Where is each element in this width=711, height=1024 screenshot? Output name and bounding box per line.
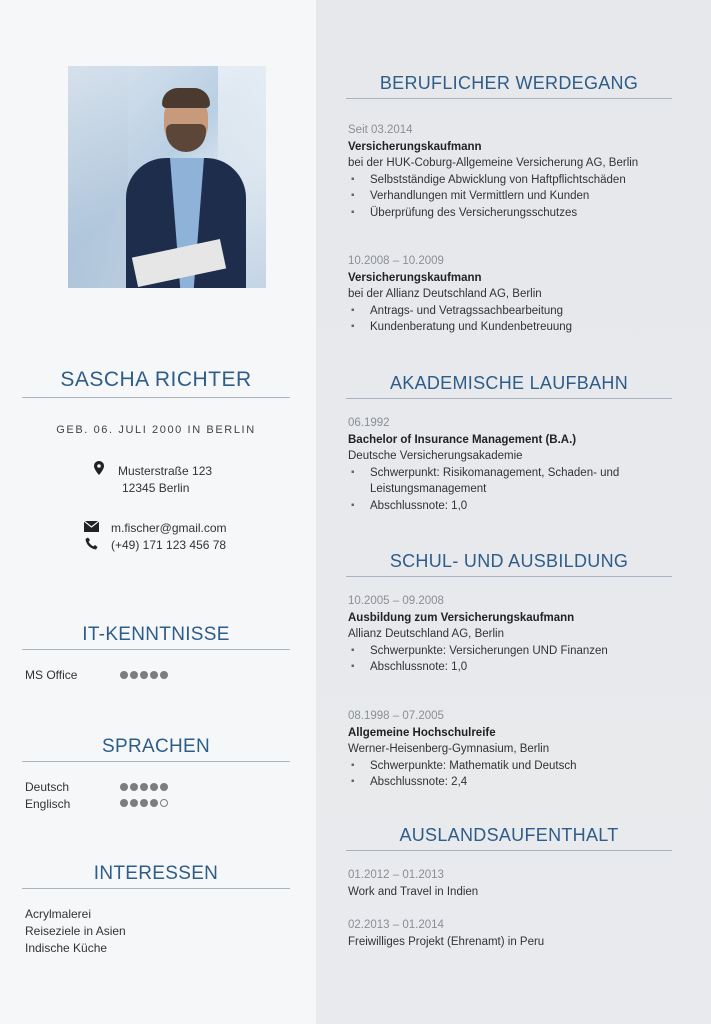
school-divider bbox=[346, 576, 672, 577]
abroad-entry bbox=[348, 867, 668, 900]
academic-heading: AKADEMISCHE LAUFBAHN bbox=[389, 373, 629, 393]
entry-date: 02.2013 – 01.2014 bbox=[348, 919, 444, 931]
career-heading: BERUFLICHER WERDEGANG bbox=[379, 73, 639, 93]
entry-bullet: ▪ Verhandlungen mit Vermittlern und Kunden bbox=[348, 188, 668, 205]
abroad-divider bbox=[346, 850, 672, 851]
interest-item: Reiseziele in Asien bbox=[25, 924, 126, 938]
language-label-englisch: Englisch bbox=[25, 797, 71, 811]
email-address[interactable]: m.fischer@gmail.com bbox=[111, 521, 227, 535]
entry-place: Deutsche Versicherungsakademie bbox=[348, 450, 523, 462]
email-icon bbox=[84, 521, 99, 532]
phone-number: (+49) 171 123 456 78 bbox=[111, 538, 227, 552]
entry-text: Freiwilliges Projekt (Ehrenamt) in Peru bbox=[348, 935, 545, 948]
entry-date: 08.1998 – 07.2005 bbox=[348, 710, 444, 722]
entry-place: Werner-Heisenberg-Gymnasium, Berlin bbox=[348, 743, 550, 755]
skill-label-ms-office: MS Office bbox=[25, 668, 78, 682]
language-rating-deutsch bbox=[120, 782, 170, 794]
languages-heading: SPRACHEN bbox=[102, 736, 210, 757]
language-label-deutsch: Deutsch bbox=[25, 780, 70, 794]
name-divider bbox=[22, 397, 290, 398]
entry-bullet: ▪ Abschlussnote: 2,4 bbox=[348, 774, 668, 791]
address-city: 12345 Berlin bbox=[122, 481, 190, 495]
profile-photo bbox=[68, 66, 266, 288]
entry-bullet: ▪ Abschlussnote: 1,0 bbox=[348, 659, 668, 676]
entry-text: Work and Travel in Indien bbox=[348, 885, 479, 898]
entry-bullet: ▪ Schwerpunkte: Mathematik und Deutsch bbox=[348, 758, 668, 775]
academic-entry bbox=[348, 415, 668, 514]
entry-date: Seit 03.2014 bbox=[348, 124, 413, 136]
academic-divider bbox=[346, 398, 672, 399]
it-skills-heading: IT-KENNTNISSE bbox=[82, 624, 230, 645]
entry-bullet: ▪ Selbstständige Abwicklung von Haftpflichtschäden bbox=[348, 172, 668, 189]
entry-title: Versicherungskaufmann bbox=[348, 140, 482, 153]
entry-bullet: ▪ Antrags- und Vetragssachbearbeitung bbox=[348, 303, 668, 320]
entry-place: Allianz Deutschland AG, Berlin bbox=[348, 628, 504, 640]
entry-bullet: ▪ Abschlussnote: 1,0 bbox=[348, 498, 638, 515]
entry-bullet: ▪ Überprüfung des Versicherungsschutzes bbox=[348, 205, 668, 222]
person-name: SASCHA RICHTER bbox=[60, 368, 252, 391]
interest-item: Indische Küche bbox=[25, 941, 108, 955]
birth-info: GEB. 06. JULI 2000 IN BERLIN bbox=[56, 424, 256, 436]
entry-bullet: ▪ Schwerpunkt: Risikomanagement, Schaden- und Leistungsmanagement bbox=[348, 465, 638, 498]
entry-title: Bachelor of Insurance Management (B.A.) bbox=[348, 433, 577, 446]
entry-bullet: ▪ Kundenberatung und Kundenbetreuung bbox=[348, 319, 668, 336]
abroad-entry bbox=[348, 917, 668, 950]
entry-title: Versicherungskaufmann bbox=[348, 271, 482, 284]
abroad-heading: AUSLANDSAUFENTHALT bbox=[399, 825, 619, 845]
entry-place: bei der Allianz Deutschland AG, Berlin bbox=[348, 288, 542, 300]
school-entry bbox=[348, 708, 668, 791]
languages-divider bbox=[22, 761, 290, 762]
entry-bullet: ▪ Schwerpunkte: Versicherungen UND Finanzen bbox=[348, 643, 668, 660]
entry-date: 06.1992 bbox=[348, 417, 390, 429]
address-street: Musterstraße 123 bbox=[118, 464, 213, 478]
career-entry bbox=[348, 253, 668, 336]
career-divider bbox=[346, 98, 672, 99]
language-rating-englisch bbox=[120, 798, 170, 810]
skill-rating-ms-office bbox=[120, 670, 170, 682]
interests-heading: INTERESSEN bbox=[93, 863, 219, 884]
entry-date: 01.2012 – 01.2013 bbox=[348, 869, 444, 881]
it-skills-divider bbox=[22, 649, 290, 650]
entry-date: 10.2005 – 09.2008 bbox=[348, 595, 444, 607]
career-entry bbox=[348, 122, 668, 221]
entry-date: 10.2008 – 10.2009 bbox=[348, 255, 444, 267]
entry-title: Allgemeine Hochschulreife bbox=[348, 726, 496, 739]
school-heading: SCHUL- UND AUSBILDUNG bbox=[389, 551, 629, 571]
phone-icon bbox=[85, 537, 98, 550]
interests-divider bbox=[22, 888, 290, 889]
entry-title: Ausbildung zum Versicherungskaufmann bbox=[348, 611, 575, 624]
school-entry bbox=[348, 593, 668, 676]
location-pin-icon bbox=[94, 461, 104, 475]
entry-place: bei der HUK-Coburg-Allgemeine Versicherung AG, Berlin bbox=[348, 157, 639, 169]
interest-item: Acrylmalerei bbox=[25, 907, 92, 921]
